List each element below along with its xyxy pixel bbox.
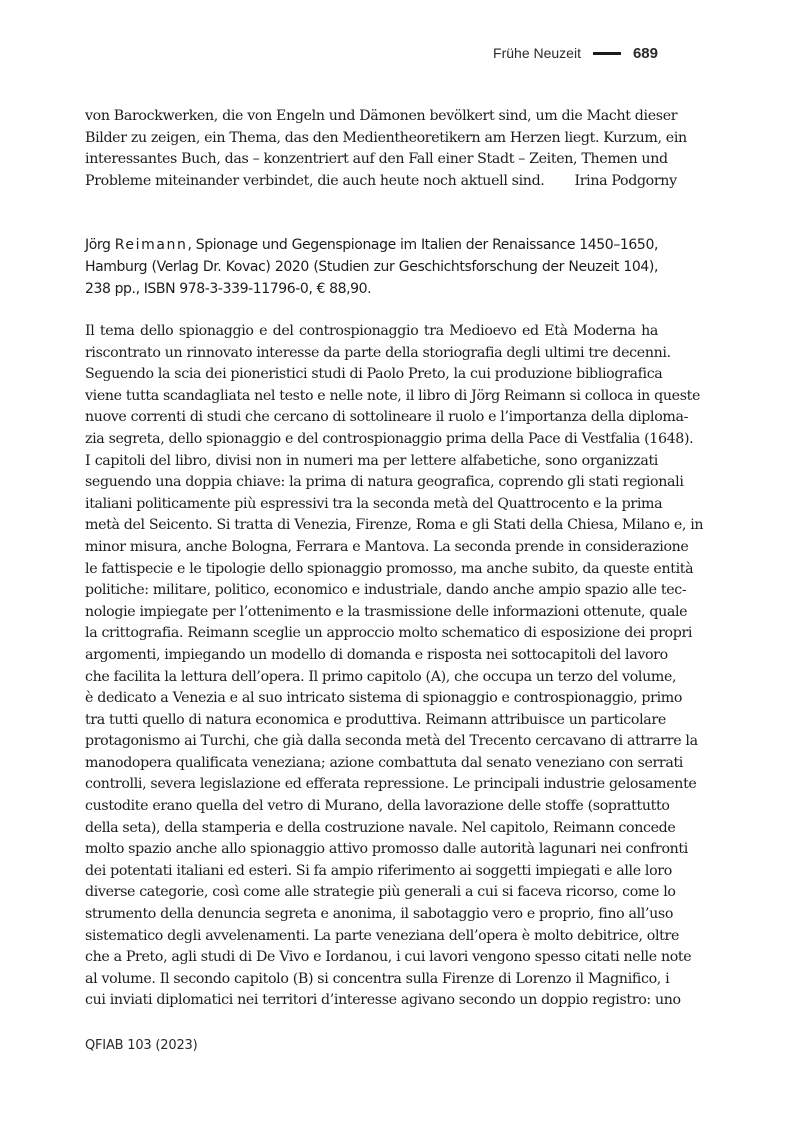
running-head-rule — [593, 52, 621, 55]
running-head — [493, 42, 658, 64]
running-head-section: Frühe Neuzeit — [493, 45, 581, 61]
text-line: metà del Seicento. Si tratta di Venezia, Firenze, Roma e gli Stati della Chiesa, Milano e, in — [85, 517, 704, 534]
journal-footer: QFIAB 103 (2023) — [85, 1038, 198, 1053]
author-last-name: Reimann — [114, 237, 188, 253]
text-line: seguendo una doppia chiave: la prima di natura geografica, coprendo gli stati regionali — [85, 474, 684, 491]
text-line: viene tutta scandagliata nel testo e nelle note, il libro di Jörg Reimann si colloca in queste — [85, 387, 701, 404]
previous-review-ending — [85, 106, 687, 192]
text-line: controlli, severa legislazione ed efferata repressione. Le principali industrie gelosamente — [85, 776, 697, 793]
text-line: che a Preto, agli studi di De Vivo e Iordanou, i cui lavori vengono spesso citati nelle note — [85, 949, 692, 966]
text-line: interessantes Buch, das – konzentriert auf den Fall einer Stadt – Zeiten, Themen und — [85, 151, 668, 168]
text-line: politiche: militare, politico, economico e industriale, dando anche ampio spazio alle tec- — [85, 582, 687, 599]
text-line: nologie impiegate per l’ottenimento e la trasmissione delle informazioni ottenute, quale — [85, 603, 688, 620]
text-line: argomenti, impiegando un modello di domanda e risposta nei sottocapitoli del lavoro — [85, 646, 668, 663]
text-line: che facilita la lettura dell’opera. Il primo capitolo (A), che occupa un terzo del volume, — [85, 668, 677, 685]
text-line: sistematico degli avvelenamenti. La parte veneziana dell’opera è molto debitrice, oltre — [85, 927, 680, 944]
text-line: von Barockwerken, die von Engeln und Dämonen bevölkert sind, um die Macht dieser — [85, 108, 678, 124]
review-body — [85, 321, 704, 1012]
text-line: della seta), della stamperia e della costruzione navale. Nel capitolo, Reimann concede — [85, 819, 676, 836]
citation-line: 238 pp., ISBN 978-3-339-11796-0, € 88,90. — [85, 281, 372, 297]
author-first-name: Jörg — [85, 237, 111, 253]
text-line: I capitoli del libro, divisi non in numeri ma per lettere alfabetiche, sono organizzati — [85, 452, 658, 469]
last-line-text: Probleme miteinander verbindet, die auch heute noch aktuell sind. — [85, 172, 545, 189]
text-line: la crittografia. Reimann sceglie un approccio molto schematico di esposizione dei propri — [85, 625, 693, 642]
reviewer-name: Irina Podgorny — [574, 172, 677, 189]
text-line: manodopera qualificata veneziana; azione combattuta dal senato veneziano con serrati — [85, 754, 683, 771]
text-line: protagonismo ai Turchi, che già dalla seconda metà del Trecento cercavano di attrarre la — [85, 733, 698, 750]
text-line: cui inviati diplomatici nei territori d’interesse agivano secondo un doppio registro: uno — [85, 992, 681, 1009]
citation-title: , Spionage und Gegenspionage im Italien der Renaissance 1450–1650, — [187, 237, 658, 253]
page-number: 689 — [632, 44, 658, 62]
text-line: strumento della denuncia segreta e anonima, il sabotaggio vero e proprio, fino all’uso — [85, 906, 674, 923]
text-line: molto spazio anche allo spionaggio attivo promosso dalle autorità lagunari nei confronti — [85, 841, 688, 858]
book-citation — [85, 234, 658, 300]
text-line: le fattispecie e le tipologie dello spionaggio promosso, ma anche subito, da queste entità — [85, 560, 694, 577]
text-line: nuove correnti di studi che cercano di sottolineare il ruolo e l’importanza della diploma- — [85, 409, 689, 426]
citation-line: Hamburg (Verlag Dr. Kovac) 2020 (Studien zur Geschichtsforschung der Neuzeit 104), — [85, 259, 658, 275]
text-line: Il tema dello spionaggio e del controspionaggio tra Medioevo ed Età Moderna ha — [85, 323, 658, 339]
citation-line — [85, 234, 658, 256]
text-line: tra tutti quello di natura economica e produttiva. Reimann attribuisce un particolare — [85, 711, 666, 728]
text-line: minor misura, anche Bologna, Ferrara e Mantova. La seconda prende in considerazione — [85, 538, 689, 555]
text-line: diverse categorie, così come alle strategie più generali a cui si faceva ricorso, come lo — [85, 884, 676, 901]
text-line: riscontrato un rinnovato interesse da parte della storiografia degli ultimi tre decenni. — [85, 344, 671, 361]
text-line: italiani politicamente più espressivi tra la seconda metà del Quattrocento e la prima — [85, 495, 663, 512]
text-line: Seguendo la scia dei pioneristici studi di Paolo Preto, la cui produzione bibliografica — [85, 366, 663, 383]
text-line: Bilder zu zeigen, ein Thema, das den Medientheoretikern am Herzen liegt. Kurzum, ein — [85, 129, 687, 146]
text-line — [85, 171, 677, 193]
text-line: dei potentati italiani ed esteri. Si fa ampio riferimento ai soggetti impiegati e alle loro — [85, 862, 672, 879]
text-line: è dedicato a Venezia e al suo intricato sistema di spionaggio e controspionaggio, primo — [85, 690, 683, 707]
text-line: zia segreta, dello spionaggio e del controspionaggio prima della Pace di Vestfalia (1648). — [85, 430, 694, 447]
text-line: custodite erano quella del vetro di Murano, della lavorazione delle stoffe (soprattutto — [85, 798, 670, 815]
text-line: al volume. Il secondo capitolo (B) si concentra sulla Firenze di Lorenzo il Magnifico, i — [85, 970, 670, 987]
